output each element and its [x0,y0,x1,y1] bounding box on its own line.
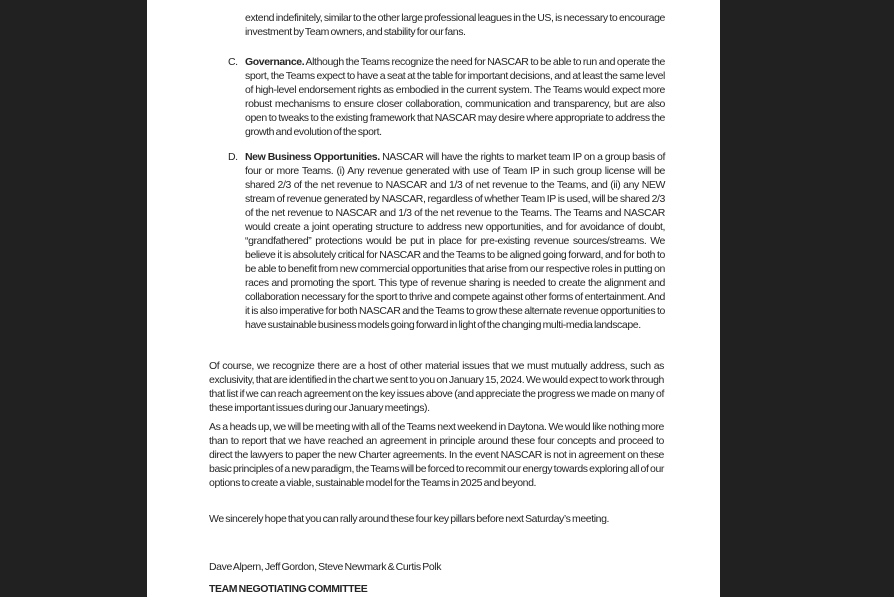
paragraph-continuation: extend indefinitely, similar to the other large professional leagues in the US, is necessary to encourage investment by Team owners, and stability for our fans. [245,12,665,38]
list-item-governance-body: Although the Teams recognize the need for NASCAR to be able to run and operate the sport, the Teams expect to have a seat at the table for important decisions, and at least the same level of high-level endorsement rights as embodied in the current system. The Teams would expect more robust mechanisms to ensure closer collaboration, communication and transparency, but are also open to tweaks to the existing framework that NASCAR may desire where appropriate to address the growth and evolution of the sport. [245,56,665,138]
list-item-governance-text [245,55,665,139]
list-item-new-business-heading: New Business Opportunities. [245,151,380,163]
paragraph-other-issues: Of course, we recognize there are a host of other material issues that we must mutually address, such as exclusivity, that are identified in the chart we sent to you on January 15, 2024. We would expect to work through that list if we can reach agreement on the key issues above (and appreciate the progress we made on many of these important issues during our January meetings). [209,360,664,414]
signature-line: Dave Alpern, Jeff Gordon, Steve Newmark & Curtis Polk [209,561,442,573]
document-page [147,0,720,597]
committee-line: TEAM NEGOTIATING COMMITTEE [209,583,368,595]
list-item-new-business-text [245,150,665,332]
list-item-governance-heading: Governance. [245,56,305,68]
list-item-new-business-body: NASCAR will have the rights to market team IP on a group basis of four or more Teams. (i) Any revenue generated with use of Team IP in such group license will be shared 2/3 of the net revenue to NASCAR and 1/3 of net revenue to the Teams, and (ii) any NEW stream of revenue generated by NASCAR, regardless of whether Team IP is used, will be shared 2/3 of the net revenue to NASCAR and 1/3 of the net revenue to the Teams. The Teams and NASCAR would create a joint operating structure to address new opportunities, and for avoidance of doubt, “grandfathered” protections would be put in place for pre-existing revenue sources/streams. We believe it is absolutely critical for NASCAR and the Teams to be aligned going forward, and for both to be able to benefit from new commercial opportunities that arise from our respective roles in putting on races and promoting the sport. This type of revenue sharing is needed to create the alignment and collaboration necessary for the sport to thrive and compete against other forms of entertainment. And it is also imperative for both NASCAR and the Teams to grow these alternate revenue opportunities to have sustainable business models going forward in light of the changing multi-media landscape. [245,151,665,331]
paragraph-closing: We sincerely hope that you can rally around these four key pillars before next Saturday’s meeting. [209,513,610,525]
list-letter-c: C. [228,56,238,68]
list-letter-d: D. [228,151,238,163]
paragraph-heads-up: As a heads up, we will be meeting with all of the Teams next weekend in Daytona. We would like nothing more than to report that we have reached an agreement in principle around these four concepts and proceed to direct the lawyers to paper the new Charter agreements. In the event NASCAR is not in agreement on these basic principles of a new paradigm, the Teams will be forced to recommit our energy towards exploring all of our options to create a viable, sustainable model for the Teams in 2025 and beyond. [209,421,664,489]
